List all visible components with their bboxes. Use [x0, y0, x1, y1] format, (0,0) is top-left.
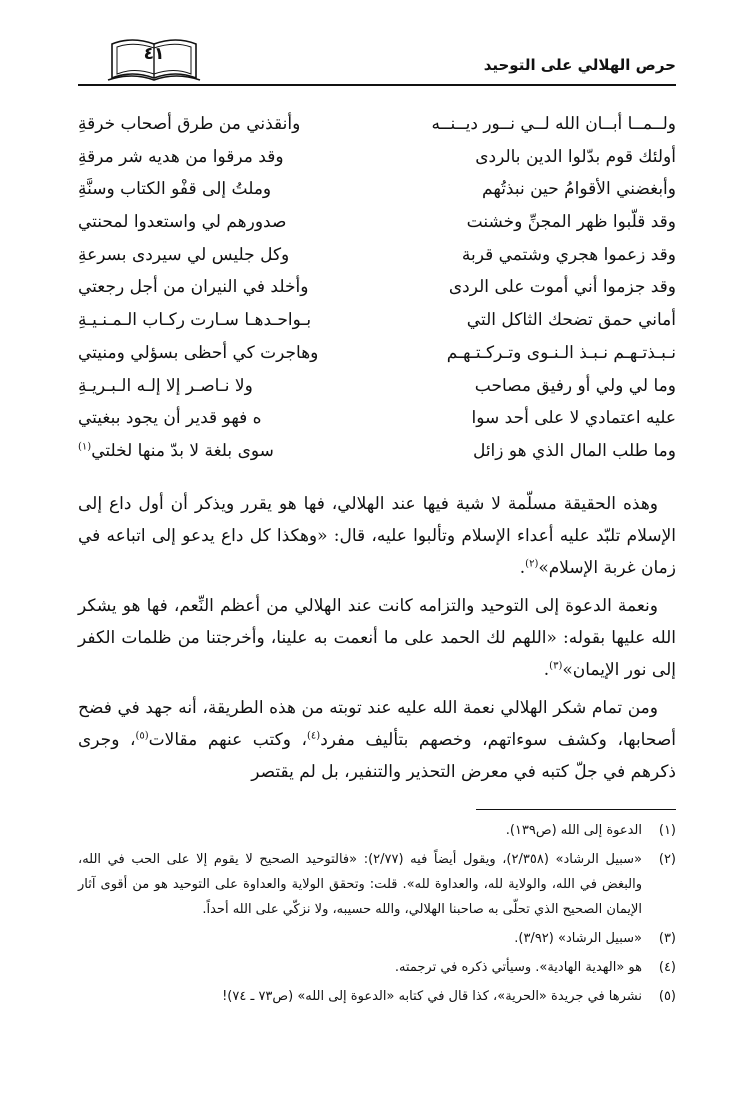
footnote-text: «سبيل الرشاد» (٣/٩٢).	[514, 931, 642, 946]
verse-first-hemistich: وقد جزموا أني أموت على الردى	[448, 277, 676, 298]
footnote-number: (٥)	[658, 989, 676, 1004]
verse-second-hemistich: وأنقذني من طرق أصحاب خرقةِ	[78, 114, 301, 134]
footnote-reference: (٣)	[549, 660, 563, 672]
verse-second-hemistich: وملتُ إلى قفْو الكتاب وسنَّةِ	[78, 179, 272, 200]
verse-second-hemistich: ه فهو قدير أن يجود ببغيتي	[78, 408, 262, 429]
verse	[78, 339, 676, 372]
footnote	[78, 847, 676, 922]
poem	[78, 110, 676, 470]
verse-second-hemistich: وأخلد في النيران من أجل رجعتي	[78, 277, 309, 298]
footnote-divider	[476, 809, 676, 810]
page-number: ٤١	[143, 44, 165, 64]
verse	[78, 437, 676, 470]
verse	[78, 273, 676, 306]
footnote-number: (٣)	[658, 931, 676, 946]
footnote	[78, 955, 676, 980]
footnote-text: «سبيل الرشاد» (٢/٣٥٨)، ويقول أيضاً فيه (٢/٧٧): «فالتوحيد الصحيح لا يقوم إلا على الحب في الله، والبغض في الله، والولاية لله، والعداوة لله». قلت: وتحقق الولاية والعداوة على التوحيد هو من أقوى آثار الإيمان الصحيح الذي تحلّى به صاحبنا الهلالي، والله حسيبه، ولا نزكّي على الله أحداً.	[78, 852, 643, 917]
verse-first-hemistich: نـبـذتـهـم نـبـذ الـنـوى وتـركـتـهـم	[446, 342, 676, 363]
verse-first-hemistich: وقد قلّبوا ظهر المجنِّ وخشنت	[466, 212, 676, 233]
verse-second-hemistich	[78, 437, 274, 465]
paragraph-text: ، وكتب عنهم مقالات	[148, 730, 307, 750]
paragraph-text: ، وجرى ذكرهم في جلّ كتبه في معرض التحذير والتنفير، بل لم يقتصر	[78, 730, 676, 782]
paragraph-end: .	[519, 558, 526, 578]
footnote-reference: (٥)	[135, 730, 149, 742]
verse-first-hemistich: أولئك قوم بدّلوا الدين بالردى	[475, 146, 676, 167]
verse-first-hemistich: أماني حمق تضحك الثاكل التي	[466, 310, 676, 331]
verse-first-hemistich: وما طلب المال الذي هو زائل	[472, 440, 676, 461]
verse-first-hemistich: وأبغضني الأقوامُ حين نبذتُهم	[482, 179, 676, 200]
footnote-text: الدعوة إلى الله (ص١٣٩).	[505, 823, 642, 838]
paragraph	[78, 590, 676, 686]
verse	[78, 143, 676, 176]
verse-second-hemistich: ولا نـاصـر إلا إلـه الـبـريـةِ	[78, 375, 253, 396]
verse	[78, 208, 676, 241]
header-divider	[78, 84, 676, 86]
footnote	[78, 926, 676, 951]
footnote-text: نشرها في جريدة «الحرية»، كذا قال في كتابه «الدعوة إلى الله» (ص٧٣ ـ ٧٤)!	[222, 989, 642, 1004]
verse	[78, 175, 676, 208]
verse-second-hemistich: صدورهم لي واستعدوا لمحنتي	[78, 212, 287, 233]
paragraph-text: ونعمة الدعوة إلى التوحيد والتزامه كانت عند الهلالي من أعظم النِّعم، فها هو يشكر الله عليها بقوله: «اللهم لك الحمد على ما أنعمت به علينا، وأخرجتنا من ظلمات الكفر إلى نور الإيمان»	[78, 596, 676, 680]
footnote-reference: (٤)	[307, 730, 321, 742]
verse	[78, 372, 676, 405]
paragraph	[78, 692, 676, 788]
verse-text: سوى بلغة لا بدّ منها لخلتي	[91, 440, 274, 461]
verse-second-hemistich: بـواحـدهـا سـارت ركـاب الـمـنـيـةِ	[78, 310, 312, 331]
paragraph-text: وهذه الحقيقة مسلّمة لا شية فيها عند الهلالي، فها هو يقرر ويذكر أن أول داع إلى الإسلام تلبّد عليه أعداء الإسلام وتألبوا عليه، قال: «وهكذا كل داع يدعو إلى اتباعه في زمان غربة الإسلام»	[78, 494, 676, 578]
footnote-text: هو «الهدية الهادية». وسيأتي ذكره في ترجمته.	[394, 960, 642, 975]
verse	[78, 306, 676, 339]
verse-first-hemistich: ولــمــا أبــان الله لــي نــور ديــنــه	[431, 114, 676, 134]
verse	[78, 241, 676, 274]
footnote	[78, 984, 676, 1009]
verse	[78, 110, 676, 143]
verse-first-hemistich: وما لي ولي أو رفيق مصاحب	[474, 375, 676, 396]
footnotes	[78, 818, 676, 1013]
footnote-reference: (٢)	[525, 558, 539, 570]
paragraph-end: .	[543, 660, 550, 680]
verse-first-hemistich: وقد زعموا هجري وشتمي قربة	[461, 244, 676, 265]
paragraph-text: ومن تمام شكر الهلالي نعمة الله عليه عند توبته من هذه الطريقة، أنه جهد في فضح أصحابها، وكشف سوءاتهم، وخصهم بتأليف مفرد	[78, 698, 676, 750]
footnote-reference: (١)	[78, 441, 92, 453]
page-header	[78, 34, 676, 88]
footnote-number: (١)	[658, 823, 676, 838]
verse-second-hemistich: وكل جليس لي سيردى بسرعةِ	[78, 244, 290, 265]
verse	[78, 404, 676, 437]
verse-second-hemistich: وقد مرقوا من هديه شر مرقةِ	[78, 146, 284, 167]
footnote-number: (٢)	[658, 852, 676, 867]
body-text	[78, 488, 676, 794]
running-title: حرص الهلالي على التوحيد	[483, 56, 676, 74]
verse-second-hemistich: وهاجرت كي أحظى بسؤلي ومنيتي	[78, 342, 319, 363]
verse-first-hemistich: عليه اعتمادي لا على أحد سوا	[471, 408, 676, 429]
footnote-number: (٤)	[658, 960, 676, 975]
paragraph	[78, 488, 676, 584]
footnote	[78, 818, 676, 843]
